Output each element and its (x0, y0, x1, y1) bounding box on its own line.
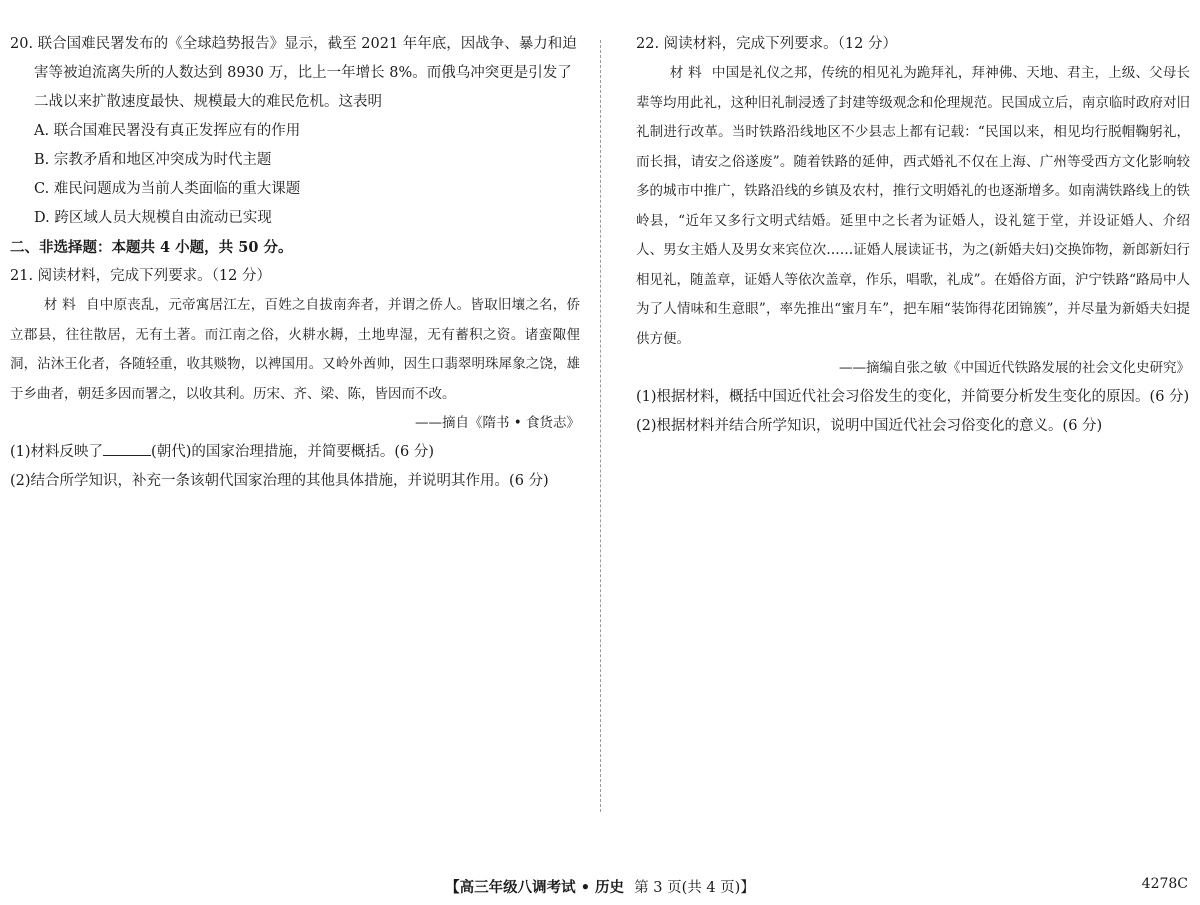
section-heading: 二、非选择题：本题共 4 小题，共 50 分。 (10, 239, 293, 256)
right-column (636, 30, 1190, 441)
option-a: A. 联合国难民署没有真正发挥应有的作用 (34, 123, 301, 139)
question-21-stem: 21. 阅读材料，完成下列要求。（12 分） (10, 268, 271, 284)
answer-blank (103, 441, 151, 456)
question-21-source: ——摘自《隋书 • 食货志》 (414, 415, 580, 431)
question-20 (10, 30, 580, 262)
page-number: 第 3 页(共 4 页)】 (634, 880, 755, 896)
option-b: B. 宗教矛盾和地区冲突成为时代主题 (34, 152, 272, 168)
question-22-source: ——摘编自张之敏《中国近代铁路发展的社会文化史研究》 (839, 360, 1190, 376)
question-21-sub2: (2)结合所学知识，补充一条该朝代国家治理的其他具体措施，并说明其作用。(6 分) (10, 473, 549, 489)
material-text: 自中原丧乱，元帝寓居江左，百姓之自拔南奔者，并谓之侨人。皆取旧壤之名，侨立郡县，往往散居，无有土著。而江南之俗，火耕水耨，土地卑湿，无有蓄积之资。诸蛮陬俚洞，沾沐王化者，各随轻重，收其赕物，以裨国用。又岭外酋帅，因生口翡翠明珠犀象之饶，雄于乡曲者，朝廷多因而署之，以收其利。历宋、齐、梁、陈，皆因而不改。 (10, 297, 580, 402)
column-divider (600, 40, 601, 812)
exam-title: 【高三年级八调考试 • 历史 (445, 879, 625, 896)
question-21 (10, 262, 580, 496)
question-22-sub1: (1)根据材料，概括中国近代社会习俗发生的变化，并简要分析发生变化的原因。(6 分) (636, 389, 1190, 405)
question-22 (636, 30, 1190, 441)
question-21-material (10, 291, 580, 409)
sub1-prefix: (1)材料反映了 (10, 444, 104, 460)
material-tag: 材料 (43, 297, 81, 313)
question-20-stem: 20. 联合国难民署发布的《全球趋势报告》显示，截至 2021 年年底，因战争、暴力和迫害等被迫流离失所的人数达到 8930 万，比上一年增长 8%。而俄乌冲突更是引发了二战以来扩散速度最快、规模最大的难民危机。这表明 (10, 36, 577, 110)
exam-code: 4278C (1141, 876, 1188, 892)
option-d: D. 跨区域人员大规模自由流动已实现 (34, 210, 272, 226)
material-text: 中国是礼仪之邦，传统的相见礼为跪拜礼，拜神佛、天地、君主，上级、父母长辈等均用此礼，这种旧礼制浸透了封建等级观念和伦理规范。民国成立后，南京临时政府对旧礼制进行改革。当时铁路沿线地区不少县志上都有记载：“民国以来，相见均行脱帽鞠躬礼，而长揖，请安之俗遂废”。随着铁路的延伸，西式婚礼不仅在上海、广州等受西方文化影响较多的城市中推广，铁路沿线的乡镇及农村，推行文明婚礼的也逐渐增多。如南满铁路线上的铁岭县，“近年又多行文明式结婚。延里中之长者为证婚人，设礼筵于堂，并设证婚人、介绍人、男女主婚人及男女来宾位次……证婚人展读证书，为之(新婚夫妇)交换饰物，新郎新妇行相见礼，随盖章，证婚人等依次盖章，作乐，唱歌，礼成”。在婚俗方面，沪宁铁路“路局中人为了人情味和生意眼”，率先推出“蜜月车”，把车厢“装饰得花团锦簇”，并尽量为新婚夫妇提供方便。 (636, 65, 1190, 347)
sub1-suffix: (朝代)的国家治理措施，并简要概括。(6 分) (151, 444, 435, 460)
question-22-material (636, 59, 1190, 354)
question-22-stem: 22. 阅读材料，完成下列要求。（12 分） (636, 36, 897, 52)
page-footer (0, 876, 1200, 897)
material-tag: 材料 (669, 65, 707, 81)
question-21-sub1 (10, 438, 580, 467)
left-column (10, 30, 580, 496)
option-c: C. 难民问题成为当前人类面临的重大课题 (34, 181, 301, 197)
question-22-sub2: (2)根据材料并结合所学知识，说明中国近代社会习俗变化的意义。(6 分) (636, 418, 1103, 434)
